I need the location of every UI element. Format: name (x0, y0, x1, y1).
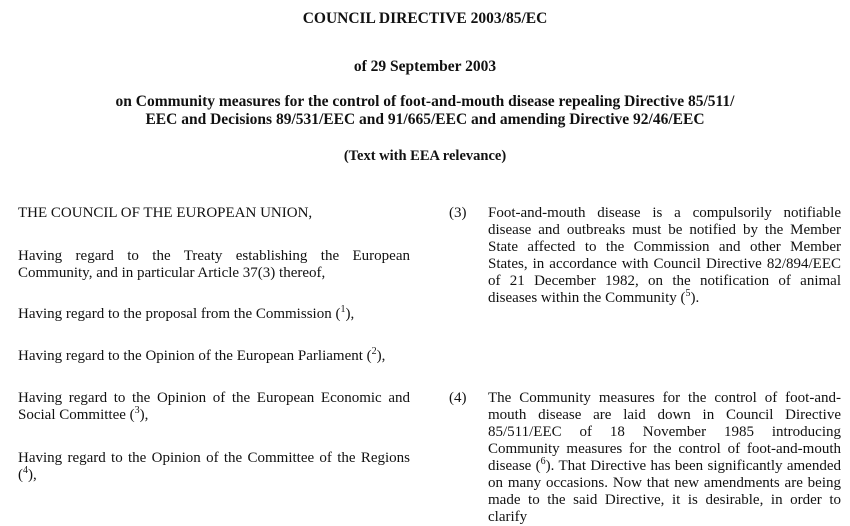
recital-number: (4) (449, 390, 467, 406)
directive-date: of 29 September 2003 (353, 58, 497, 75)
paragraph-text: Having regard to the proposal from the Commission (18, 306, 336, 322)
directive-subject (0, 93, 850, 129)
recital-treaty (18, 248, 410, 282)
eea-relevance-note: (Text with EEA relevance) (343, 148, 507, 164)
recital-parliament-opinion: Having regard to the Opinion of the European Parliament ($^2$), (18, 346, 386, 364)
recital-esc-opinion: Having regard to the Opinion of the European Economic and Social Committee ($^3$), (18, 390, 410, 423)
recital-text-continued: . That Directive has been significantly amended on many occasions. Now that new amendments are being made to the said Directive, it is desirable, in order to clarify (488, 458, 841, 525)
recital-text: Foot-and-mouth disease is a compulsorily notifiable disease and outbreaks must be notified by the Member State affected to the Commission and other Member States, in accordance with Council Directive 82/894/EEC of 21 December 1982, on the notification of animal diseases within the Community (488, 205, 841, 306)
recital-item-3: (3) Foot-and-mouth disease is a compulsorily notifiable disease and outbreaks must be notified by the Member State affected to the Commission and other Member States, in accordance with Council Directive 82/894/EEC of 21 December 1982, on the notification of animal diseases within the Community ($^5$). (449, 205, 841, 306)
paragraph-end: , (350, 306, 355, 322)
footnote-ref[interactable]: 1 (340, 304, 346, 315)
recital-council (18, 205, 410, 222)
paragraph-end: , (144, 407, 149, 423)
paragraph-text: Having regard to the Opinion of the European Economic and Social Committee (18, 390, 410, 423)
recital-regions-opinion: Having regard to the Opinion of the Committee of the Regions ($^4$), (18, 450, 410, 483)
paragraph-end: , (381, 348, 386, 364)
footnote-ref[interactable]: 6 (540, 456, 546, 467)
recital-commission-proposal: Having regard to the proposal from the Commission ($^1$), (18, 304, 355, 322)
recital-text: The Community measures for the control of foot-and-mouth disease are laid down in Council Directive 85/511/EEC of 18 November 1985 introducing Community measures for the control of foot-and-mouth disease (488, 390, 841, 474)
paragraph-text: Having regard to the Opinion of the European Parliament (18, 348, 367, 364)
recital-item-4: (4) The Community measures for the control of foot-and-mouth disease are laid down in Council Directive 85/511/EEC of 18 November 1985 introducing Community measures for the control of foot-and-mouth disease ($^6$). That Directive has been significantly amended on many occasions. Now that new amendments are being made to the said Directive, it is desirable, in order to clarify (449, 390, 841, 525)
recital-end: . (695, 290, 700, 306)
directive-subject-line-1: on Community measures for the control of foot-and-mouth disease repealing Directive 85/511/ (115, 93, 735, 110)
directive-title: COUNCIL DIRECTIVE 2003/85/EC (302, 10, 548, 27)
paragraph-text: Having regard to the Opinion of the Committee of the Regions (18, 450, 410, 466)
paragraph-text: Having regard to the Treaty establishing the European Community, and in particular Article 37(3) thereof, (18, 248, 410, 281)
recital-number: (3) (449, 205, 467, 221)
footnote-ref[interactable]: 2 (371, 346, 377, 357)
footnote-ref[interactable]: 5 (685, 288, 691, 299)
footnote-ref[interactable]: 4 (23, 465, 28, 476)
directive-subject-line-2: EEC and Decisions 89/531/EEC and 91/665/EEC and amending Directive 92/46/EEC (145, 111, 705, 128)
footnote-ref[interactable]: 3 (134, 405, 140, 416)
paragraph-text: THE COUNCIL OF THE EUROPEAN UNION, (18, 205, 313, 221)
paragraph-end: , (33, 467, 37, 483)
